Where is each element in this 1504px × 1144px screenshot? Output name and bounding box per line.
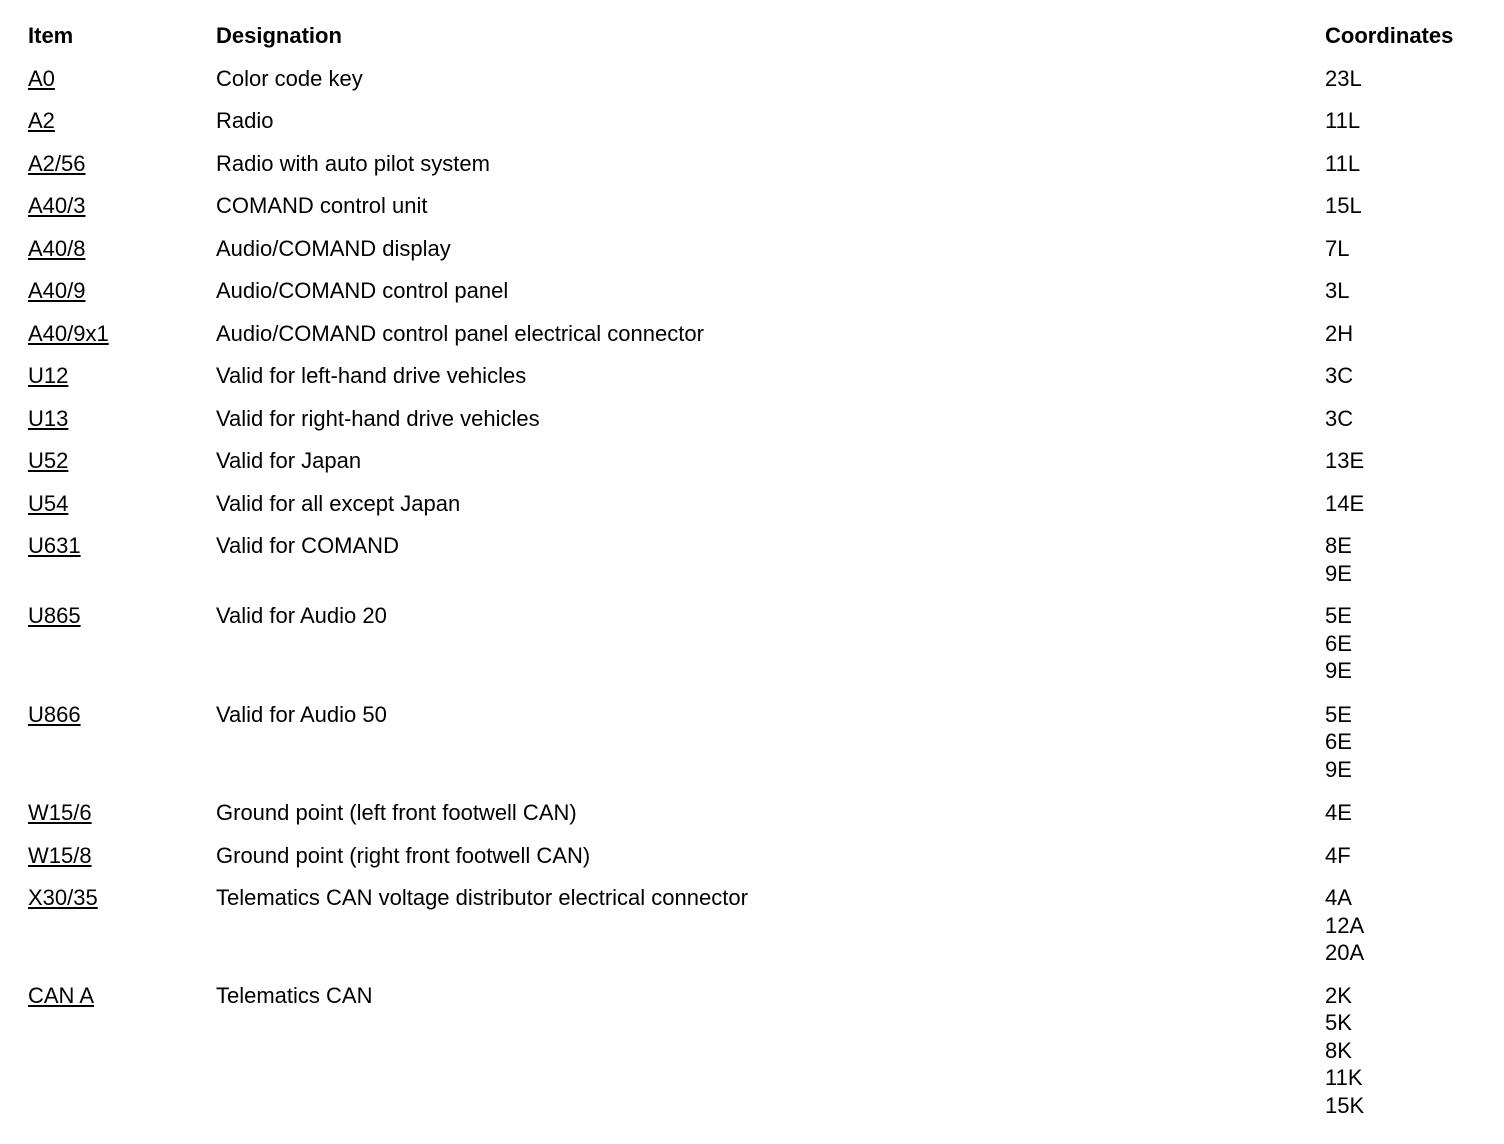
coordinates-cell [1325,235,1488,263]
table-row [28,884,1488,967]
coordinate-value: 15L [1325,193,1362,218]
table-row [28,277,1488,305]
designation-cell: Color code key [216,65,363,91]
item-link[interactable]: U52 [28,448,69,473]
table-row [28,362,1488,390]
item-cell [28,490,216,518]
item-cell [28,842,216,870]
coordinate-value: 13E [1325,448,1365,473]
coordinates-cell [1325,447,1488,475]
designation-cell: Valid for right-hand drive vehicles [216,405,540,431]
designation-cell: Radio [216,108,274,133]
item-cell [28,65,216,93]
item-cell [28,532,216,560]
item-link[interactable]: A40/8 [28,235,86,261]
item-link[interactable]: A0 [28,65,55,91]
coordinates-cell [1325,362,1488,390]
item-cell [28,107,216,135]
item-link[interactable]: U631 [28,533,81,558]
coordinates-cell [1325,150,1488,178]
item-cell [28,362,216,390]
coordinate-value: 9E [1325,560,1352,586]
item-cell [28,150,216,178]
coordinate-value: 6E [1325,729,1352,754]
designation-cell: COMAND control unit [216,193,428,218]
item-link[interactable]: U13 [28,405,69,431]
table-body [28,65,1488,1120]
item-cell [28,405,216,433]
designation-cell: Valid for Audio 20 [216,603,387,628]
designation-cell: Telematics CAN voltage distributor electrical connector [216,885,748,910]
designation-cell: Telematics CAN [216,982,373,1008]
coordinates-cell [1325,320,1488,348]
coordinate-value: 3C [1325,363,1354,388]
table-row [28,192,1488,220]
designation-cell: Audio/COMAND control panel [216,278,509,303]
coordinates-cell [1325,982,1488,1120]
coordinate-value: 11L [1325,108,1361,133]
coordinate-value: 11K [1325,1065,1363,1090]
coordinates-cell [1325,490,1488,518]
item-cell [28,884,216,912]
item-link[interactable]: A2 [28,108,55,133]
item-link[interactable]: U866 [28,701,81,727]
table-row [28,107,1488,135]
item-cell [28,277,216,305]
coordinate-value: 3C [1325,405,1354,431]
coordinates-cell [1325,602,1488,685]
coordinate-value: 15K [1325,1092,1365,1118]
table-row [28,320,1488,348]
designation-cell: Valid for COMAND [216,533,399,558]
item-cell [28,602,216,630]
designation-cell: Valid for left-hand drive vehicles [216,363,527,388]
coordinates-cell [1325,842,1488,870]
table-row [28,532,1488,587]
item-cell [28,235,216,263]
item-link[interactable]: A40/9 [28,278,86,303]
coordinate-value: 11L [1325,150,1361,176]
coordinates-cell [1325,799,1488,827]
item-cell [28,799,216,827]
header-designation: Designation [216,23,342,48]
table-row [28,982,1488,1120]
table-row [28,842,1488,870]
item-cell [28,447,216,475]
coordinates-cell [1325,884,1488,967]
coordinates-cell [1325,192,1488,220]
coordinate-value: 5E [1325,603,1352,628]
table-row [28,602,1488,685]
table-row [28,799,1488,827]
coordinate-value: 2K [1325,982,1352,1008]
table-row [28,701,1488,784]
designation-cell: Ground point (right front footwell CAN) [216,842,591,868]
designation-cell: Valid for Audio 50 [216,701,387,727]
coordinate-value: 9E [1325,756,1352,782]
designation-cell: Audio/COMAND display [216,235,451,261]
coordinate-value: 14E [1325,490,1365,516]
item-link[interactable]: A40/9x1 [28,320,109,346]
table-header-row [28,22,1488,50]
coordinate-value: 20A [1325,940,1365,965]
coordinate-value: 12A [1325,912,1365,938]
designation-cell: Valid for Japan [216,448,362,473]
item-link[interactable]: U865 [28,603,81,628]
header-item: Item [28,23,74,48]
item-cell [28,192,216,220]
designation-cell: Audio/COMAND control panel electrical connector [216,320,704,346]
item-cell [28,320,216,348]
coordinates-cell [1325,532,1488,587]
coordinate-value: 2H [1325,320,1354,346]
table-row [28,490,1488,518]
coordinate-value: 4A [1325,885,1352,910]
coordinate-value: 6E [1325,630,1352,656]
header-coordinates: Coordinates [1325,23,1454,48]
designation-cell: Ground point (left front footwell CAN) [216,800,577,825]
table-row [28,235,1488,263]
table-row [28,405,1488,433]
item-link[interactable]: U12 [28,363,69,388]
item-link[interactable]: W15/8 [28,842,92,868]
coordinates-cell [1325,405,1488,433]
designation-cell: Radio with auto pilot system [216,150,490,176]
coordinate-value: 7L [1325,235,1350,261]
table-row [28,65,1488,93]
coordinate-value: 3L [1325,278,1350,303]
item-link[interactable]: A40/3 [28,193,86,218]
coordinate-value: 8E [1325,533,1352,558]
item-link[interactable]: U54 [28,490,69,516]
item-link[interactable]: X30/35 [28,885,98,910]
coordinates-cell [1325,65,1488,93]
item-link[interactable]: W15/6 [28,800,92,825]
item-link[interactable]: A2/56 [28,150,86,176]
coordinate-value: 23L [1325,65,1362,91]
coordinate-value: 5E [1325,701,1352,727]
coordinate-value: 4F [1325,842,1351,868]
legend-table [28,22,1488,1119]
coordinate-value: 9E [1325,658,1352,683]
coordinates-cell [1325,701,1488,784]
designation-cell: Valid for all except Japan [216,490,461,516]
coordinates-cell [1325,107,1488,135]
coordinates-cell [1325,277,1488,305]
coordinate-value: 4E [1325,800,1352,825]
table-row [28,150,1488,178]
item-cell [28,701,216,729]
coordinate-value: 8K [1325,1037,1352,1063]
item-link[interactable]: CAN A [28,982,95,1008]
item-cell [28,982,216,1010]
coordinate-value: 5K [1325,1010,1352,1035]
table-row [28,447,1488,475]
